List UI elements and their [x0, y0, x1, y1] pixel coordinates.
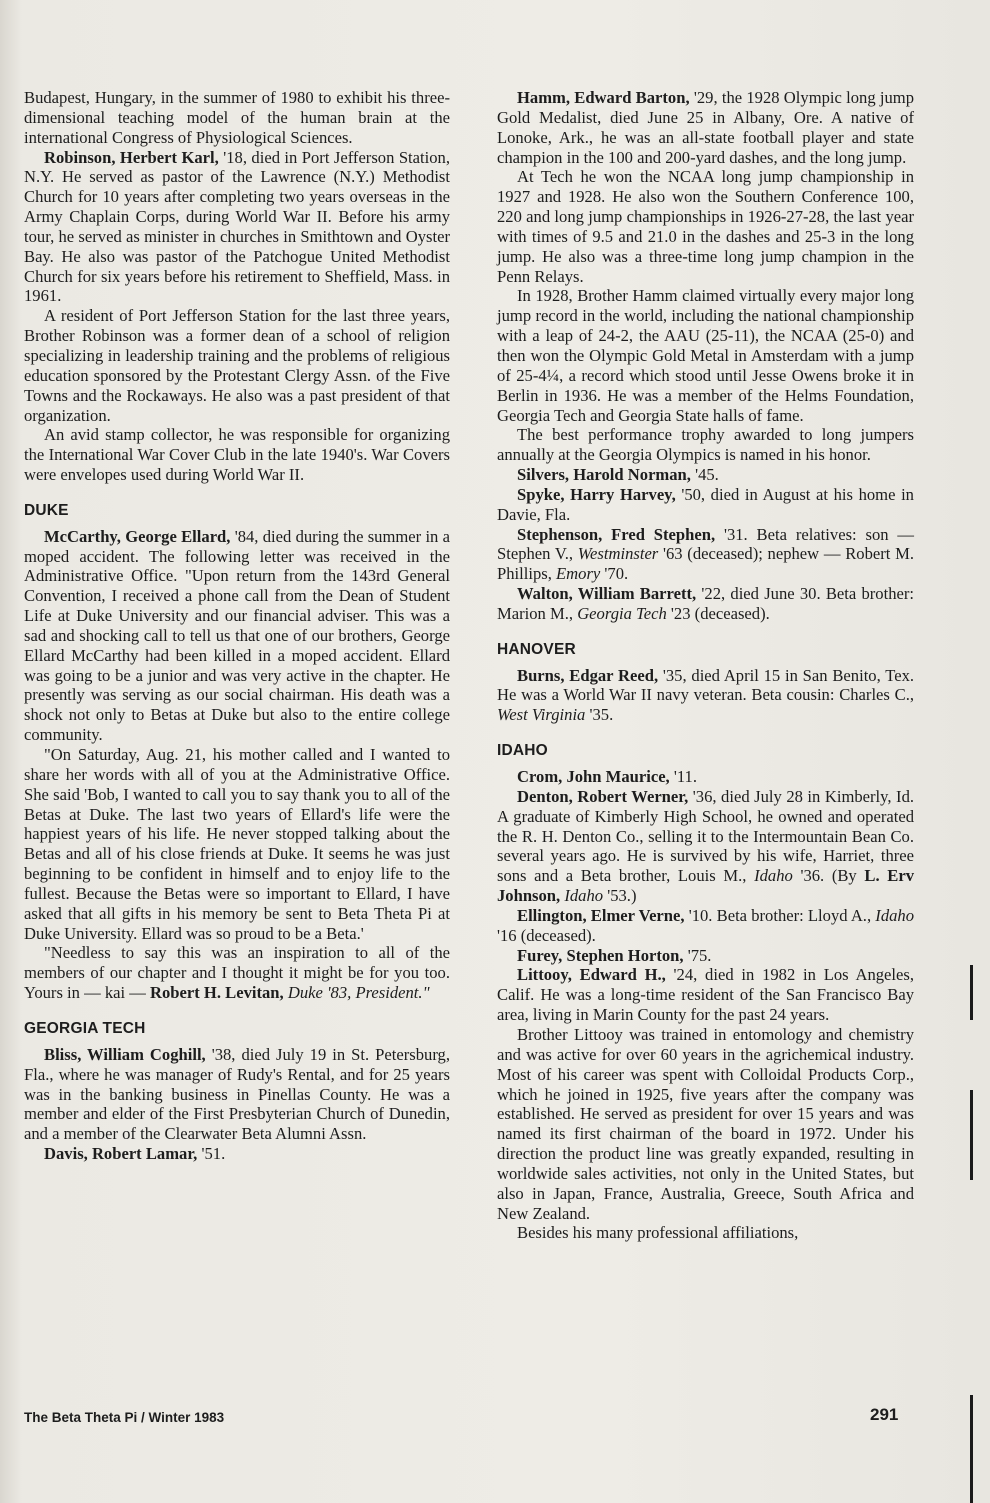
- paragraph: In 1928, Brother Hamm claimed virtually every major long jump record in the world, including the national championship with a leap of 24-2, the AAU (25-11), the NCAA (25-0) and then won the Olympic Gold Metal in Amsterdam with a jump of 25-4¼, a record which stood until Jesse Owens broke it in Berlin in 1936. He was a member of the Helms Foundation, Georgia Tech and Georgia State halls of fame.: [497, 286, 914, 425]
- paragraph: At Tech he won the NCAA long jump championship in 1927 and 1928. He also won the Southern Conference 100, 220 and long jump championships in 1926-27-28, the last year with times of 9.5 and 21.0 in the dashes and 25-3 in the long jump. He also was a three-time long jump champion in the Penn Relays.: [497, 167, 914, 286]
- edge-mark: [970, 1395, 973, 1503]
- obituary-littooy: Littooy, Edward H., '24, died in 1982 in Los Angeles, Calif. He was a long-time resident of the San Francisco Bay area, living in Marin County for the past 24 years.: [497, 965, 914, 1025]
- section-heading-duke: DUKE: [24, 501, 69, 519]
- obituary-crom: Crom, John Maurice, '11.: [517, 767, 697, 786]
- obituary-davis: Davis, Robert Lamar, '51.: [44, 1144, 226, 1164]
- section-heading-idaho: IDAHO: [497, 742, 548, 760]
- obituary-robinson: Robinson, Herbert Karl, '18, died in Port Jefferson Station, N.Y. He served as pastor of the Lawrence (N.Y.) Methodist Church for 10 years after completing two years overseas in the Army Chaplain Corps, during World War II. Before his army tour, he served as minister in churches in Smithtown and Oyster Bay. He also was pastor of the Patchogue United Methodist Church for six years before his retirement to Sheffield, Mass. in 1961.: [24, 147, 450, 306]
- obituary-bliss: Bliss, William Coghill, '38, died July 19 in St. Petersburg, Fla., where he was manager of Rudy's Rental, and for 25 years was in the banking business in Pinellas County. He was a member and elder of the First Presbyterian Church of Dunedin, and a member of the Clearwater Beta Alumni Assn.: [24, 1044, 450, 1144]
- obituary-burns: Burns, Edgar Reed, '35, died April 15 in San Benito, Tex. He was a World War II navy veteran. Beta cousin: Charles C., West Virginia '35.: [497, 665, 915, 725]
- obituary-mccarthy: McCarthy, George Ellard, '84, died during the summer in a moped accident. The following letter was received in the Administrative Office. "Upon return from the 143rd General Convention, I received a phone call from the Dean of Student Life at Duke University and our financial adviser. This was a sad and shocking call to tell us that one of our brothers, George Ellard McCarthy had been killed in a moped accident. Ellard was going to be a junior and was very active in the chapter. He presently was serving as our social chairman. His death was a shock not only to Betas at Duke but also to the entire college community.: [24, 526, 450, 745]
- obituary-spyke: Spyke, Harry Harvey, '50, died in August at his home in Davie, Fla.: [497, 484, 914, 524]
- obituary-stephenson: Stephenson, Fred Stephen, '31. Beta relatives: son — Stephen V., Westminster '63 (deceased); nephew — Robert M. Phillips, Emory '70.: [497, 524, 914, 584]
- obituary-name: Robinson, Herbert Karl,: [44, 147, 219, 167]
- paragraph: An avid stamp collector, he was responsible for organizing the International War Cover Club in the late 1940's. War Covers were envelopes used during World War II.: [24, 425, 450, 485]
- right-column: [497, 88, 914, 1243]
- paragraph: "Needless to say this was an inspiration to all of the members of our chapter and I thought it might be for you too. Yours in — kai — Robert H. Levitan, Duke '83, President.": [24, 943, 450, 1003]
- obituary-hamm: Hamm, Edward Barton, '29, the 1928 Olympic long jump Gold Medalist, died June 25 in Albany, Ore. A native of Lonoke, Ark., he was an all-state football player and state champion in the 100 and 200-yard dashes, and the long jump.: [497, 88, 914, 167]
- obituary-denton: Denton, Robert Werner, '36, died July 28 in Kimberly, Id. A graduate of Kimberly High School, he owned and operated the R. H. Denton Co., selling it to the Intermountain Bean Co. several years ago. He is survived by his wife, Harriet, three sons and a Beta brother, Louis M., Idaho '36. (By L. Erv Johnson, Idaho '53.): [497, 786, 915, 906]
- paragraph: A resident of Port Jefferson Station for the last three years, Brother Robinson was a former dean of a school of religion specializing in leadership training and the problems of religious education sponsored by the Protestant Clergy Assn. of the Five Towns and the Rockaways. He also was a past president of that organization.: [24, 306, 450, 425]
- obituary-name: McCarthy, George Ellard,: [44, 526, 231, 546]
- edge-mark: [970, 1090, 973, 1180]
- paragraph: Brother Littooy was trained in entomology and chemistry and was active for over 60 years in the agrichemical industry. Most of his career was spent with Colloidal Products Corp., which he joined in 1925, five years after the company was established. He served as president for over 15 years and was named its first chairman of the board in 1972. Under his direction the product line was greatly expanded, resulting in worldwide sales activities, not only in the United States, but also in Japan, France, Australia, Greece, South Africa and New Zealand.: [497, 1024, 914, 1223]
- obituary-furey: Furey, Stephen Horton, '75.: [517, 945, 712, 965]
- section-heading-hanover: HANOVER: [497, 640, 576, 658]
- footer-magazine-title: The Beta Theta Pi / Winter 1983: [24, 1410, 225, 1425]
- edge-mark: [970, 965, 973, 1020]
- paragraph: Budapest, Hungary, in the summer of 1980 to exhibit his three-dimensional teaching model of the human brain at the international Congress of Physiological Sciences.: [24, 88, 450, 147]
- obituary-walton: Walton, William Barrett, '22, died June 30. Beta brother: Marion M., Georgia Tech '23 (deceased).: [497, 584, 915, 623]
- obituary-name: Bliss, William Coghill,: [44, 1044, 206, 1064]
- obituary-name: Hamm, Edward Barton,: [517, 88, 690, 107]
- paragraph: Besides his many professional affiliations,: [517, 1223, 799, 1243]
- obituary-name: Davis, Robert Lamar,: [44, 1144, 198, 1164]
- left-column: [24, 88, 450, 1164]
- obituary-ellington: Ellington, Elmer Verne, '10. Beta brother: Lloyd A., Idaho '16 (deceased).: [497, 905, 915, 945]
- page-number: 291: [870, 1405, 899, 1424]
- obituary-silvers: Silvers, Harold Norman, '45.: [517, 465, 719, 485]
- section-heading-georgia-tech: GEORGIA TECH: [24, 1019, 146, 1037]
- paragraph: The best performance trophy awarded to long jumpers annually at the Georgia Olympics is named in his honor.: [497, 425, 914, 465]
- paragraph: "On Saturday, Aug. 21, his mother called and I wanted to share her words with all of you at the Administrative Office. She said 'Bob, I wanted to call you to say thank you to all of the Betas at Duke. The last two years of Ellard's life were the happiest years of his life. He never stopped talking about the Betas and all of his close friends at Duke. It seems he was just beginning to be confident in himself and to enjoy life to the fullest. Because the Betas were so important to Ellard, I have asked that all gifts in his memory be sent to Beta Theta Pi at Duke University. Ellard was so proud to be a Beta.': [24, 745, 450, 943]
